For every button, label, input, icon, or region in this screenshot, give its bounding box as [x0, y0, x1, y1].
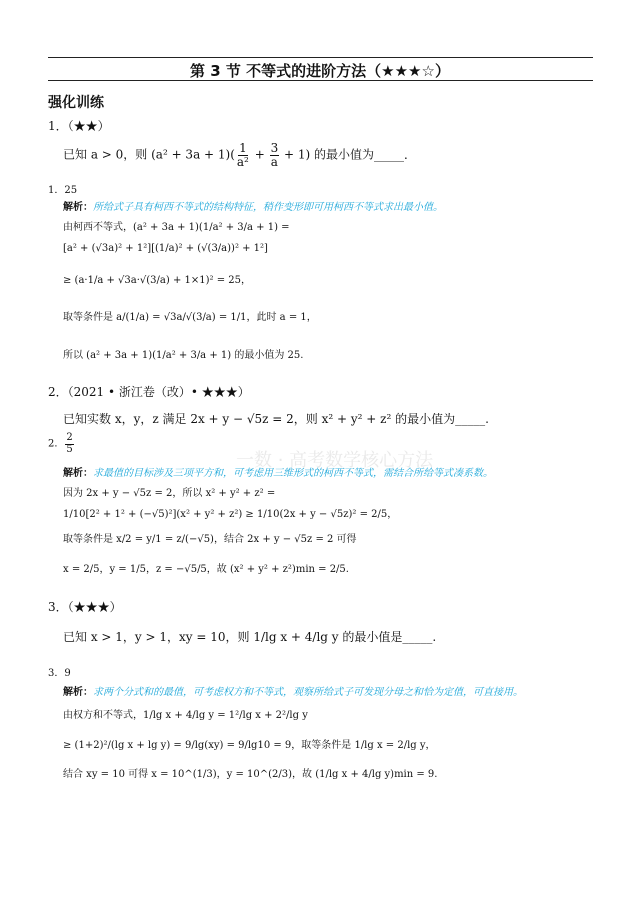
q1-step-5: 所以 (a² + 3a + 1)(1/a² + 3/a + 1) 的最小值为 25. — [63, 350, 304, 361]
title-rule — [48, 80, 593, 81]
q3-label: 3．（★★★） — [48, 600, 122, 614]
section-heading: 强化训练 — [48, 95, 104, 111]
q3-step-3: 结合 xy = 10 可得 x = 10^(1/3)，y = 10^(2/3)，故 (1/lg x + 4/lg y)min = 9. — [63, 769, 438, 780]
q2-step-4: x = 2/5，y = 1/5，z = −√5/5，故 (x² + y² + z²)min = 2/5. — [63, 564, 349, 575]
q2-answer: 2． $\frac{2}{5}$ — [48, 432, 73, 455]
q2-step-2: 1/10[2² + 1² + (−√5)²](x² + y² + z²) ≥ 1/10(2x + y − √5z)² = 2/5， — [63, 509, 398, 520]
q3-step-1: 由权方和不等式，1/lg x + 4/lg y = 1²/lg x + 2²/lg y — [63, 710, 308, 721]
top-rule — [48, 57, 593, 58]
q3-step-2: ≥ (1+2)²/(lg x + lg y) = 9/lg(xy) = 9/lg10 = 9，取等条件是 1/lg x = 2/lg y， — [63, 740, 436, 751]
q2-step-3: 取等条件是 x/2 = y/1 = z/(−√5)，结合 2x + y − √5z = 2 可得 — [63, 534, 357, 545]
q1-step-4: 取等条件是 a/(1/a) = √3a/√(3/a) = 1/1，此时 a = 1， — [63, 312, 317, 323]
q1-step-1: 由柯西不等式，(a² + 3a + 1)(1/a² + 3/a + 1) = — [63, 222, 290, 233]
watermark: 一数 · 高考数学核心方法 — [236, 450, 434, 471]
q1-stem: 已知 a > 0，则 (a² + 3a + 1)( $\frac{1}{\text{a²}}$ + $\frac{3}{a}$ + 1) 的最小值为_____． — [63, 141, 417, 169]
q1-label: 1．（★★） — [48, 119, 110, 133]
q1-step-2: [a² + (√3a)² + 1²][(1/a)² + (√(3/a))² + 1²] — [63, 243, 268, 254]
page-title: 第 3 节 不等式的进阶方法（★★★☆） — [190, 62, 450, 80]
q2-label: 2．（2021 • 浙江卷（改）• ★★★） — [48, 385, 250, 399]
q3-stem: 已知 x > 1，y > 1，xy = 10，则 1/lg x + 4/lg y 的最小值是_____. — [63, 630, 437, 644]
q2-analysis: 解析：求最值的目标涉及三项平方和，可考虑用三维形式的柯西不等式，需结合所给等式凑系数。 — [63, 468, 493, 479]
q1-analysis: 解析：所给式子具有柯西不等式的结构特征，稍作变形即可用柯西不等式求出最小值。 — [63, 202, 443, 213]
q1-step-3: ≥ (a·1/a + √3a·√(3/a) + 1×1)² = 25， — [63, 275, 251, 286]
q2-step-1: 因为 2x + y − √5z = 2，所以 x² + y² + z² = — [63, 488, 276, 499]
q3-analysis: 解析：求两个分式和的最值，可考虑权方和不等式，观察所给式子可发现分母之和恰为定值，可直接用。 — [63, 687, 523, 698]
q3-answer: 3．9 — [48, 668, 71, 679]
q2-stem: 已知实数 x，y，z 满足 2x + y − √5z = 2，则 x² + y² + z² 的最小值为_____. — [63, 412, 489, 426]
q1-answer: 1．25 — [48, 185, 78, 196]
